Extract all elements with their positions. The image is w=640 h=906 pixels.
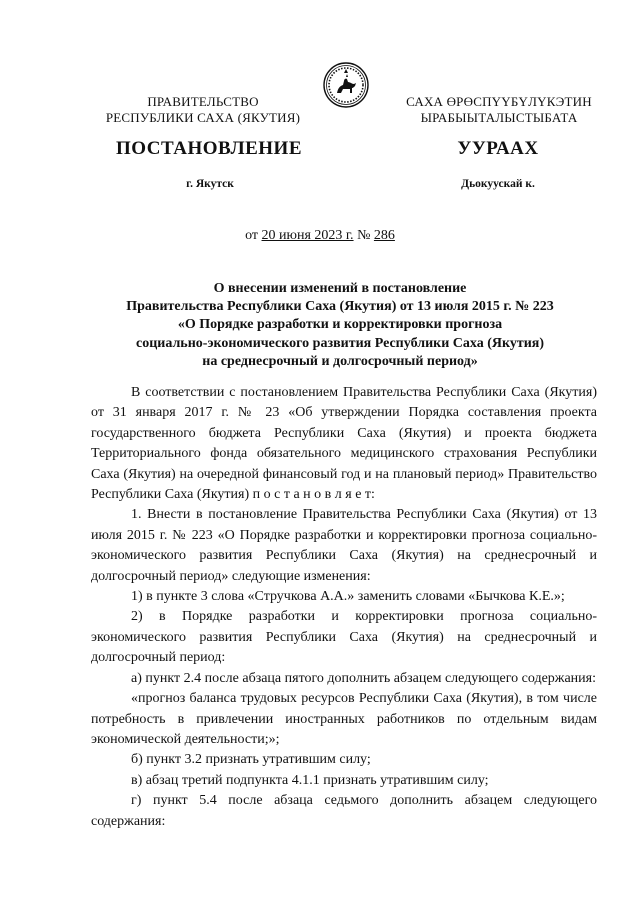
paragraph-1-1: 1) в пункте 3 слова «Стручкова А.А.» заменить словами «Бычкова К.Е.»; — [131, 589, 565, 605]
paragraph-b: б) пункт 3.2 признать утратившим силу; — [131, 752, 371, 768]
paragraph-intro: В соответствии с постановлением Правительства Республики Саха (Якутия) от 31 января 2017 г. № 23 «Об утверждении Порядка составления проекта государственного бюджета Республики Саха (Якутия) и проекта бюджета Территориального фонда обязательного медицинского страхования Республики Саха (Якутия) на очередной финансовый год и на плановый период» Правительство Республики Саха (Якутия) п о с т а н о в л я е т: — [91, 385, 597, 503]
city-russian: г. Якутск — [186, 178, 234, 190]
date-number-line — [0, 228, 640, 244]
paragraph-1-2: 2) в Порядке разработки и корректировки прогноза социально-экономического развития Республики Саха (Якутия) на среднесрочный и долгосрочный период: — [91, 609, 597, 666]
doc-type-yakut: УУРААХ — [457, 138, 539, 159]
paragraph-1: 1. Внести в постановление Правительства Республики Саха (Якутия) от 13 июля 2015 г. № 223 «О Порядке разработки и корректировки прогноза социально-экономического развития Республики Саха (Якутия) на среднесрочный и долгосрочный период» следующие изменения: — [91, 507, 597, 584]
document-number: 286 — [373, 228, 395, 243]
number-sign: № — [357, 228, 371, 243]
org-name-yakut: САХА ӨРӨСПҮҮБҮЛҮКЭТИН ЫРАБЫЫТАЛЫСТЫБАТА — [406, 94, 592, 125]
document-date: 20 июня 2023 г. — [261, 228, 354, 243]
document-title: О внесении изменений в постановление Правительства Республики Саха (Якутия) от 13 июля 2015 г. № 223 «О Порядке разработки и корректировки прогноза социально-экономического развития Республики Саха (Якутия) на среднесрочный и долгосрочный период» — [126, 281, 554, 369]
city-yakut: Дьокуускай к. — [461, 178, 535, 190]
coat-of-arms-emblem-icon — [323, 62, 369, 108]
org-name-russian: ПРАВИТЕЛЬСТВО РЕСПУБЛИКИ САХА (ЯКУТИЯ) — [105, 94, 301, 125]
decree-word: п о с т а н о в л я е т: — [252, 487, 375, 503]
paragraph-a: а) пункт 2.4 после абзаца пятого дополнить абзацем следующего содержания: — [131, 670, 596, 686]
document-body — [91, 383, 597, 832]
date-prefix: от — [245, 228, 259, 243]
paragraph-d: г) пункт 5.4 после абзаца седьмого дополнить абзацем следующего содержания: — [91, 793, 597, 829]
paragraph-a-quote: «прогноз баланса трудовых ресурсов Республики Саха (Якутия), в том числе потребность в привлечении иностранных работников по отдельным видам экономической деятельности;»; — [91, 691, 597, 747]
paragraph-c: в) абзац третий подпункта 4.1.1 признать утратившим силу; — [131, 772, 489, 788]
doc-type-russian: ПОСТАНОВЛЕНИЕ — [115, 138, 303, 159]
